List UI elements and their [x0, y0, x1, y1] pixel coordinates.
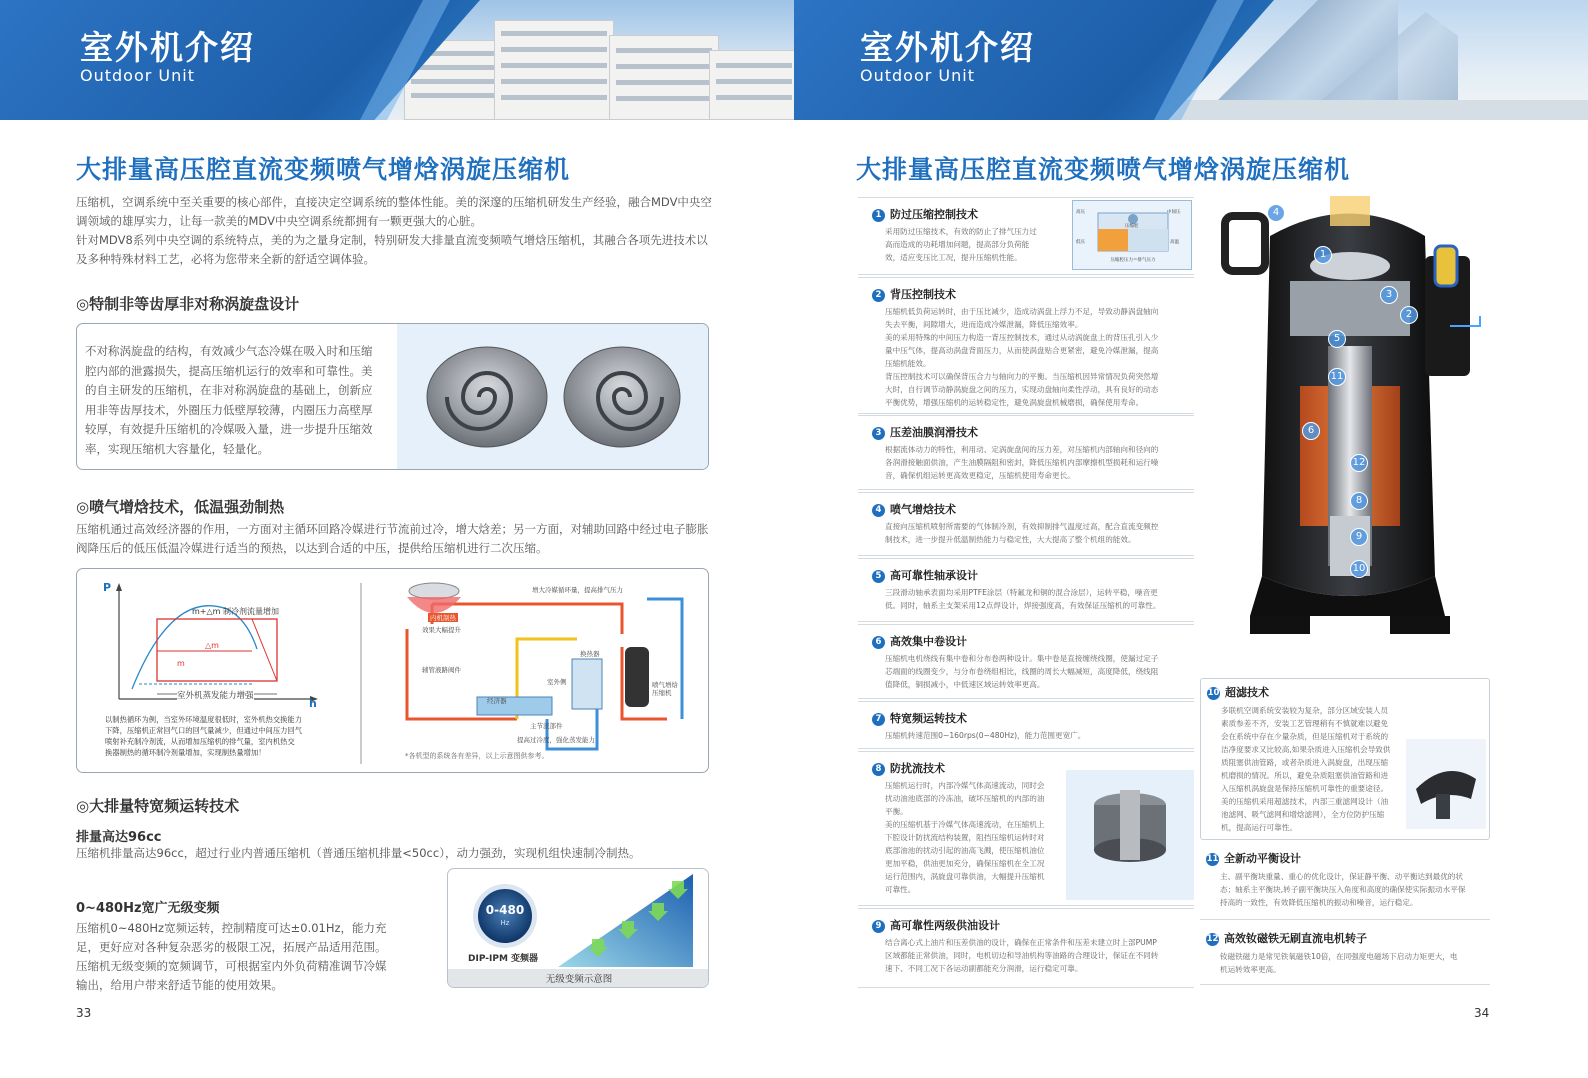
callout-1: 1 — [1314, 246, 1332, 264]
page-heading: 大排量高压腔直流变频喷气增焓涡旋压缩机 — [76, 155, 571, 184]
banner — [794, 0, 1588, 120]
feature-card-9: 9 高可靠性两级供油设计 结合离心式上油片和压差供油的设计，确保在正常条件和压差未建立时上部PUMP 区域都能正常供油，同时，电机切边和导油机构等油路的合理设计，保证在不同转 速下、不同工况下各运动副都能充分润滑，运行稳定可靠。 — [858, 908, 1194, 988]
dip-ipm-label: DIP-IPM 变频器 — [468, 954, 539, 964]
ph-label-m: m — [177, 659, 185, 668]
feature-card-5: 5 高可靠性轴承设计 三段滑动轴承表面均采用PTFE涂层（特氟龙和铜的混合涂层），运转平稳，噪音更 低。同时，轴系主支架采用12点焊设计，焊接强度高，有效保证压缩机的可靠性。 — [858, 558, 1194, 622]
callout-8: 8 — [1350, 492, 1368, 510]
schematic-econ: 经济器 — [487, 697, 507, 705]
banner-title-en: Outdoor Unit — [80, 66, 195, 85]
schematic-outdoor: 室外侧 — [547, 678, 567, 686]
page-heading: 大排量高压腔直流变频喷气增焓涡旋压缩机 — [856, 155, 1351, 184]
feature-card-4: 4 喷气增焓技术 直接向压缩机喷射所需要的气体制冷剂，有效抑制排气温度过高，配合直流变频控 制技术，进一步提升低温制热能力与稳定性，大大提高了整个机组的能效。 — [858, 492, 1194, 556]
compressor-cutaway — [1210, 196, 1500, 676]
inverter-figure — [447, 868, 709, 988]
feature-card-8: 8 防扰流技术 压缩机运行时，内部冷媒气体高速流动，同时会 扰动油池底部的冷冻油，破坏压缩机的内部的油 平衡。 美的压缩机基于冷媒气体高速流动，在压缩机上 下腔设计防扰流结构装置，阻挡压缩机运转时对 底部油池的扰动引起的油高飞溅，使压缩机油位 更加平稳，供油更加充分，确保压缩机在全工况 运行范围内，涡旋盘可靠供油，大幅提升压缩机 可靠性。 — [858, 751, 1194, 906]
schematic-main-valve: 主节流部件 — [530, 722, 563, 730]
section-title-scroll: ◎特制非等齿厚非对称涡旋盘设计 — [76, 295, 300, 313]
frequency-subtitle: 0~480Hz宽广无级变频 — [76, 901, 220, 916]
schematic-hx: 换热器 — [580, 650, 600, 658]
feature-text: 采用防过压缩技术，有效的防止了排气压力过 高而造成的功耗增加问题，提高部分负荷能 效，适应变压比工况，提升压缩机性能。 — [885, 227, 1037, 262]
feature-number: 1 — [872, 209, 885, 222]
frequency-text: 压缩机0~480Hz宽频运转，控制精度可达±0.01Hz，能力充 足，更好应对各种复杂恶劣的极限工况，拓展产品适用范围。 压缩机无级变频的宽频调节，可根据室内外负荷精准调节冷媒 输出，给用户带来舒适节能的使用效果。 — [76, 921, 387, 992]
anti-turbulence-photo — [1066, 770, 1194, 900]
schematic-note: *各机型的系统各有差异，以上示意图供参考。 — [405, 752, 549, 760]
callout-6: 6 — [1302, 422, 1320, 440]
evi-diagram-box — [76, 568, 709, 773]
feature-card-10: 10 超滤技术 多联机空调系统安装较为复杂，部分区域安装人员 素质参差不齐，安装工艺管理稍有不慎就难以避免 会在系统中存在少量杂质，但是压缩机对于系统的 洁净度要求又比较高,如果杂质进入压缩机会导致供 质阻塞供油管路，或者杂质进入涡旋盘，出现压缩 机磨损的情况。所以，避免杂质阻塞供油管路和进 入压缩机涡旋盘是保持压缩机可靠性的重要途径。 美的压缩机采用超滤技术，内部三重滤网设计（油 池滤网、吸气滤网和增焓滤网），全方位防护压缩 机，提高运行可靠性。 — [1200, 678, 1490, 840]
backpressure-inset: 高压 中间压 低压 压缩腔 高温 压缩腔压力＝排气压力 — [1072, 200, 1192, 270]
banner — [0, 0, 794, 120]
filter-photo — [1406, 739, 1486, 829]
h-axis-label: h — [309, 697, 317, 710]
feature-card-1 — [858, 197, 1194, 275]
page-number: 33 — [76, 1006, 92, 1020]
feature-card-12: 12 高效钕磁铁无刷直流电机转子 钕磁铁磁力是常见铁氧磁铁10倍，在同强度电磁场下启动力矩更大，电 机运转效率更高。 — [1200, 925, 1490, 985]
intro-text: 压缩机，空调系统中至关重要的核心部件，直接决定空调系统的整体性能。美的深邃的压缩机研发生产经验，融合MDV中央空 调领域的雄厚实力，让每一款美的MDV中央空调系统都拥有一颗更强大的心脏。 针对MDV8系列中央空调的系统特点，美的为之量身定制，特别研发大排量直流变频喷气增焓压缩机，其融合各项先进技术以 及多种特殊材料工艺，必将为您带来全新的舒适空调体验。 — [76, 195, 712, 266]
banner-title-cn: 室外机介绍 — [860, 28, 1035, 67]
schematic-subcool: 提高过冷度，强化蒸发能力 — [517, 736, 595, 744]
callout-5: 5 — [1328, 330, 1346, 348]
feature-card-2: 2 背压控制技术 压缩机低负荷运转时，由于压比减少，造成动涡盘上浮力不足，导致动静涡盘轴向 失去平衡，间隙增大，进而造成冷媒泄漏，降低压缩效率。 美的采用特殊的中间压力构造一背压控制技术，通过从动涡旋盘上的背压孔引入少 量中压气体，提高动涡盘背面压力，从而使涡盘贴合更紧密，避免冷媒泄漏，提高 压缩机能效。 背压控制技术可以确保背压合力与轴向力的平衡。当压缩机因异常情况负荷突然增 大时，自行调节动静涡旋盘之间的压力，实现动盘轴向柔性浮动，具有良好的动态 平衡优势，增强压缩机的运转稳定性，避免涡旋盘机械磨损，确保使用寿命。 — [858, 277, 1194, 414]
ph-label-dm: △m — [205, 641, 219, 650]
feature-title: 防过压缩控制技术 — [890, 208, 978, 221]
callout-11: 11 — [1328, 368, 1346, 386]
callout-10: 10 — [1350, 560, 1368, 578]
schematic-aux: 辅管液路阀件 — [422, 666, 461, 674]
frequency-dial-unit: Hz — [500, 919, 510, 927]
callout-12: 12 — [1350, 454, 1368, 472]
callout-3: 3 — [1380, 286, 1398, 304]
scroll-box — [76, 323, 709, 470]
displacement-subtitle: 排量高达96cc — [76, 830, 162, 845]
scroll-photo — [397, 324, 709, 470]
feature-card-7: 7 特宽频运转技术 压缩机转速范围0~160rps(0~480Hz)，能力范围更宽广。 — [858, 701, 1194, 749]
ph-caption: 以制热循环为例，当室外环境温度很低时，室外机热交换能力 下降，压缩机正常回气口的回气量减少，但通过中间压力回气 喷射补充制冷剂流，从而增加压缩机的排气量，室内机热交 换器制热的循环制冷剂量增加，实现制热量增加！ — [105, 715, 303, 757]
ph-label-top: m+△m 制冷剂流量增加 — [192, 607, 279, 616]
callout-2: 2 — [1400, 306, 1418, 324]
banner-title-cn: 室外机介绍 — [80, 28, 255, 67]
ph-label-bottom: 室外机蒸发能力增强 — [177, 691, 254, 701]
schematic-top-label: 增大冷媒循环量，提高排气压力 — [532, 586, 623, 594]
banner-title-en: Outdoor Unit — [860, 66, 975, 85]
schematic-indoor2: 效果大幅提升 — [422, 626, 461, 634]
p-axis-label: P — [103, 581, 112, 594]
section-title-displacement: ◎大排量特宽频运转技术 — [76, 797, 240, 815]
page-number: 34 — [1474, 1006, 1490, 1020]
section-title-evi: ◎喷气增焓技术，低温强劲制热 — [76, 498, 285, 516]
callout-9: 9 — [1350, 528, 1368, 546]
frequency-dial: 0-480 — [485, 903, 525, 917]
schematic-indoor: 内机制热 — [430, 614, 456, 622]
callout-4: 4 — [1267, 204, 1285, 222]
feature-card-3: 3 压差油膜润滑技术 根据流体动力的特性，利用动、定涡旋盘间的压力差，对压缩机内部轴向和径向的 各润滑接触面供油，产生油膜隔阻和密封，降低压缩机内部摩擦机型损耗和运行噪 音，确保机组运转更高效更稳定，压缩机使用寿命更长。 — [858, 415, 1194, 490]
scroll-text: 不对称涡旋盘的结构，有效减少气态冷媒在吸入时和压缩 腔内部的泄露损失，提高压缩机运行的效率和可靠性。美 的自主研发的压缩机，在非对称涡旋盘的基础上，创新应 用非等齿厚技术，外圈压力低壁厚较薄，内圈压力高壁厚 较厚，有效提升压缩机的冷媒吸入量，进一步提升压缩效 率，实现压缩机大容量化，轻量化。 — [85, 344, 373, 456]
evi-text: 压缩机通过高效经济器的作用，一方面对主循环回路冷媒进行节流前过冷，增大焓差；另一方面，对辅助回路中经过电子膨胀 阀降压后的低压低温冷媒进行适当的预热，以达到合适的中压，提供给压缩机进行二次压缩。 — [76, 522, 709, 555]
displacement-text: 压缩机排量高达96cc，超过行业内普通压缩机（普通压缩机排量<50cc），动力强劲，实现机组快速制冷制热。 — [76, 846, 641, 860]
feature-card-6: 6 高效集中卷设计 压缩机电机绕线有集中卷和分布卷两种设计。集中卷是直接缠绕线圈，使漏过定子 芯端面的线圈变少，与分布卷绕组相比，线圈的周长大幅减短，高度降低，绕线阻 值降低，铜损减小，中低速区域运转效率更高。 — [858, 624, 1194, 699]
feature-card-11: 11 全新动平衡设计 主、副平衡块重量、重心的优化设计，保证静平衡、动平衡达到最优的状 态；轴系主平衡块,转子副平衡块压入角度和高度的确保使实际振动水平保 持高的一致性，有效降低压缩机的振动和噪音，运行稳定。 — [1200, 845, 1490, 920]
schematic-compressor: 喷气增焓 压缩机 — [652, 681, 678, 697]
figure-caption: 无级变频示意图 — [545, 974, 613, 985]
